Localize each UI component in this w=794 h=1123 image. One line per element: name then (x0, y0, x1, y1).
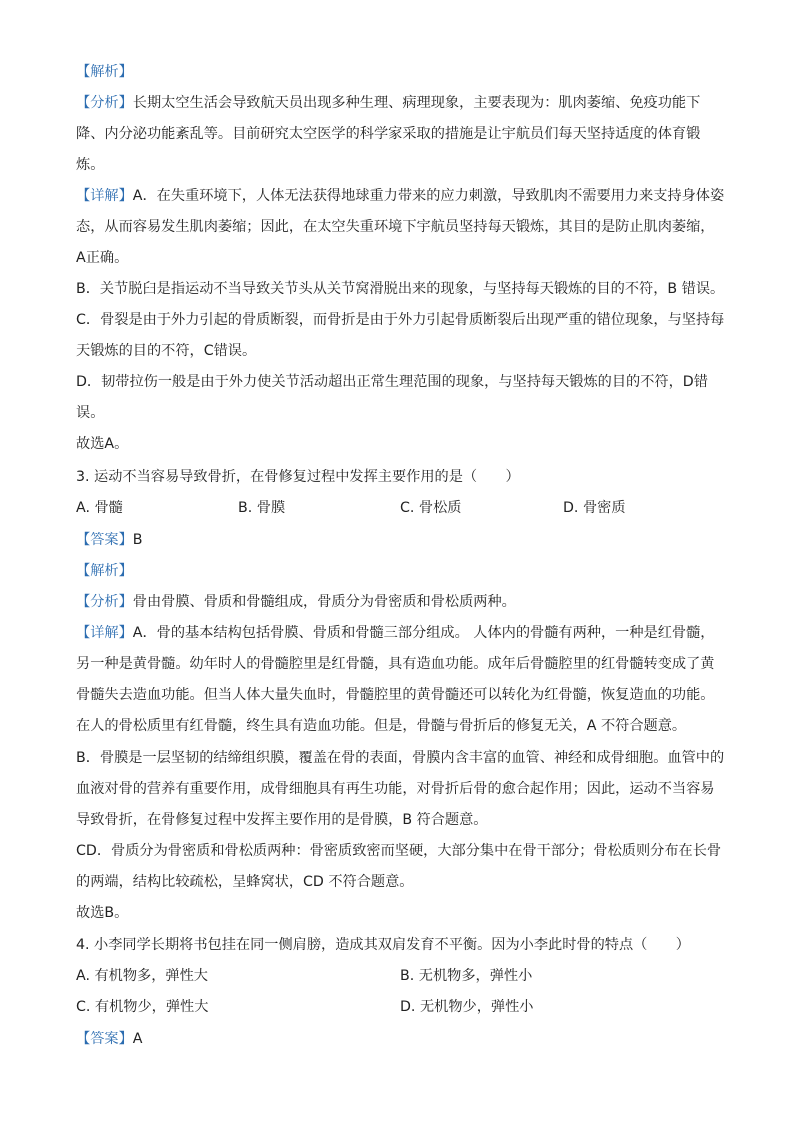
analysis-paragraph: 【分析】骨由骨膜、骨质和骨髓组成，骨质分为骨密质和骨松质两种。 (76, 594, 516, 610)
question-4-option-a: A. 有机物多，弹性大 (76, 968, 208, 984)
text-line: 在人的骨松质里有红骨髓，终生具有造血功能。但是，骨髓与骨折后的修复无关，A 不符合题意。 (76, 718, 687, 734)
question-3-option-c: C. 骨松质 (400, 500, 462, 516)
text-line: D．韧带拉伤一般是由于外力使关节活动超出正常生理范围的现象，与坚持每天锻炼的目的不符，D错 (76, 374, 708, 390)
analysis-heading: 【解析】 (76, 563, 133, 579)
text-line: 态，从而容易发生肌肉萎缩；因此，在太空失重环境下宇航员坚持每天锻炼，其目的是防止肌肉萎缩， (76, 219, 715, 235)
question-3: 3. 运动不当容易导致骨折，在骨修复过程中发挥主要作用的是（ ） (76, 469, 520, 485)
text-line: 误。 (76, 405, 105, 421)
text-line: 骨髓失去造血功能。但当人体大量失血时，骨髓腔里的黄骨髓还可以转化为红骨髓，恢复造血的功能。 (76, 687, 715, 703)
question-4-option-b: B. 无机物多，弹性小 (400, 968, 533, 984)
text-line: B．骨膜是一层坚韧的结缔组织膜，覆盖在骨的表面，骨膜内含丰富的血管、神经和成骨细胞。血管中的 (76, 750, 725, 766)
text-line: 炼。 (76, 157, 105, 173)
answer-4: 【答案】A (76, 1031, 143, 1047)
analysis-heading: 【解析】 (76, 64, 133, 80)
text-line: 天锻炼的目的不符，C错误。 (76, 343, 257, 359)
detail-paragraph: 【详解】A．在失重环境下，人体无法获得地球重力带来的应力刺激，导致肌肉不需要用力来支持身体姿 (76, 188, 725, 204)
text-line: B．关节脱臼是指运动不当导致关节头从关节窝滑脱出来的现象，与坚持每天锻炼的目的不符，B 错误。 (76, 281, 725, 297)
question-3-option-a: A. 骨髓 (76, 500, 123, 516)
text-line: 导致骨折，在骨修复过程中发挥主要作用的是骨膜，B 符合题意。 (76, 812, 488, 828)
text-line: 降、内分泌功能紊乱等。目前研究太空医学的科学家采取的措施是让宇航员们每天坚持适度的体育锻 (76, 126, 701, 142)
question-4: 4. 小李同学长期将书包挂在同一侧肩膀，造成其双肩发育不平衡。因为小李此时骨的特点（ ） (76, 937, 690, 953)
text-line: CD．骨质分为骨密质和骨松质两种：骨密质致密而坚硬，大部分集中在骨干部分；骨松质则分布在长骨 (76, 843, 722, 859)
answer-3: 【答案】B (76, 532, 143, 548)
conclusion-line: 故选B。 (76, 905, 129, 921)
question-3-option-d: D. 骨密质 (563, 500, 626, 516)
analysis-paragraph: 【分析】长期太空生活会导致航天员出现多种生理、病理现象，主要表现为：肌肉萎缩、免疫功能下 (76, 95, 701, 111)
question-4-option-d: D. 无机物少，弹性小 (400, 999, 534, 1015)
question-3-option-b: B. 骨膜 (238, 500, 286, 516)
text-line: 另一种是黄骨髓。幼年时人的骨髓腔里是红骨髓，具有造血功能。成年后骨髓腔里的红骨髓转变成了黄 (76, 656, 715, 672)
text-line: 血液对骨的营养有重要作用，成骨细胞具有再生功能，对骨折后骨的愈合起作用；因此，运动不当容易 (76, 781, 715, 797)
question-4-option-c: C. 有机物少，弹性大 (76, 999, 209, 1015)
text-line: 的两端，结构比较疏松，呈蜂窝状，CD 不符合题意。 (76, 874, 414, 890)
conclusion-line: 故选A。 (76, 436, 129, 452)
text-line: A正确。 (76, 250, 129, 266)
detail-paragraph: 【详解】A．骨的基本结构包括骨膜、骨质和骨髓三部分组成。 人体内的骨髓有两种，一种是红骨髓， (76, 625, 715, 641)
text-line: C．骨裂是由于外力引起的骨质断裂，而骨折是由于外力引起骨质断裂后出现严重的错位现象，与坚持每 (76, 312, 725, 328)
